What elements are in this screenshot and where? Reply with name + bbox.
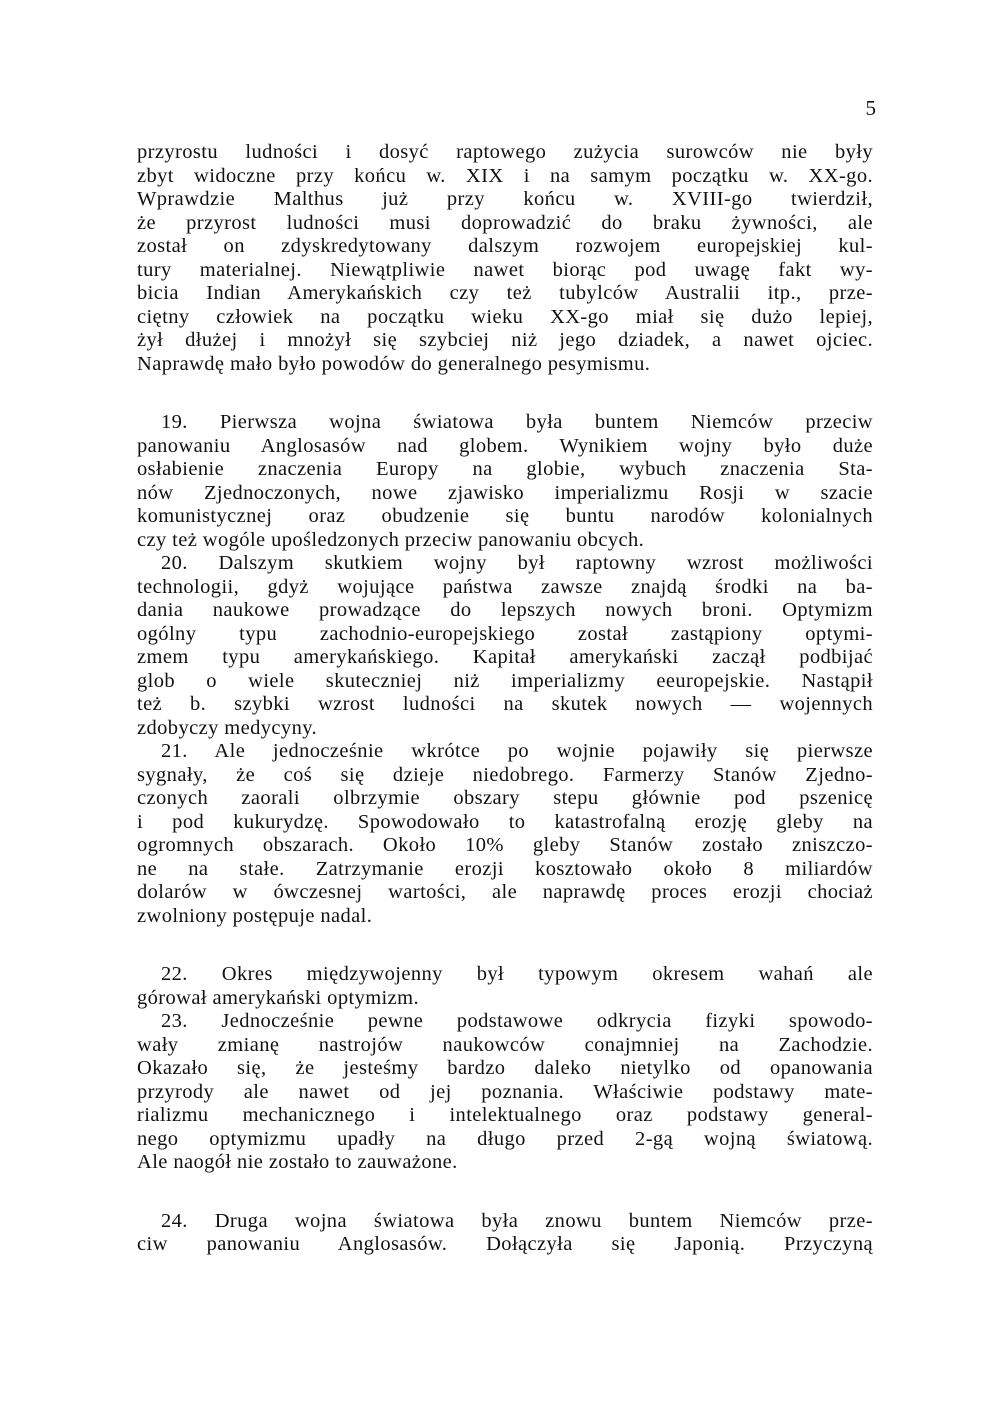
text-line: panowaniu Anglosasów nad globem. Wynikiem wojny było duże xyxy=(137,434,873,457)
paragraph-gap xyxy=(137,376,873,411)
text-line: komunistycznej oraz obudzenie się buntu narodów kolonialnych xyxy=(137,505,873,527)
text-line: też b. szybki wzrost ludności na skutek nowych — wojennych xyxy=(137,693,873,715)
paragraph-gap xyxy=(137,1175,873,1210)
text-line: ciw panowaniu Anglosasów. Dołączyła się Japonią. Przyczyną xyxy=(137,1233,873,1255)
text-line: 20. Dalszym skutkiem wojny był raptowny wzrost możliwości xyxy=(161,552,873,574)
text-line: ne na stałe. Zatrzymanie erozji kosztowało około 8 miliardów xyxy=(137,857,873,880)
paragraph-21 xyxy=(137,740,873,928)
text-line: zwolniony postępuje nadal. xyxy=(137,904,373,927)
text-line: sygnały, że coś się dzieje niedobrego. Farmerzy Stanów Zjedno- xyxy=(137,763,873,786)
text-line: 24. Druga wojna światowa była znowu buntem Niemców prze- xyxy=(161,1209,873,1232)
text-line: dolarów w ówczesnej wartości, ale naprawdę proces erozji chociaż xyxy=(137,881,873,903)
text-line: tury materialnej. Niewątpliwie nawet biorąc pod uwagę fakt wy- xyxy=(137,258,873,281)
text-line: ogólny typu zachodnio-europejskiego został zastąpiony optymi- xyxy=(137,622,873,645)
text-line: przyrostu ludności i dosyć raptowego zużycia surowców nie były xyxy=(137,141,873,163)
text-line: zmem typu amerykańskiego. Kapitał amerykański zaczął podbijać xyxy=(137,646,873,668)
paragraph-24 xyxy=(137,1210,873,1257)
text-line: osłabienie znaczenia Europy na globie, wybuch znaczenia Sta- xyxy=(137,458,873,480)
text-line: czy też wogóle upośledzonych przeciw panowaniu obcych. xyxy=(137,528,645,551)
text-line: bicia Indian Amerykańskich czy też tubylców Australii itp., prze- xyxy=(137,282,873,304)
paragraph-gap xyxy=(137,928,873,963)
paragraph-19 xyxy=(137,411,873,552)
text-line: ogromnych obszarach. Około 10% gleby Stanów zostało zniszczo- xyxy=(137,834,873,856)
text-line: Wprawdzie Malthus już przy końcu w. XVIII-go twierdził, xyxy=(137,188,873,210)
text-line: 21. Ale jednocześnie wkrótce po wojnie pojawiły się pierwsze xyxy=(161,740,873,762)
text-line: rializmu mechanicznego i intelektualnego oraz podstawy general- xyxy=(137,1104,873,1126)
text-line: i pod kukurydzę. Spowodowało to katastrofalną erozję gleby na xyxy=(137,810,873,833)
text-line: czonych zaorali olbrzymie obszary stepu głównie pod pszenicę xyxy=(137,787,873,809)
text-line: Okazało się, że jesteśmy bardzo daleko nietylko od opanowania xyxy=(137,1057,873,1079)
paragraph-22 xyxy=(137,963,873,1010)
text-line: nego optymizmu upadły na długo przed 2-gą wojną światową. xyxy=(137,1127,873,1150)
text-line: ciętny człowiek na początku wieku XX-go miał się dużo lepiej, xyxy=(137,305,873,328)
text-line: został on zdyskredytowany dalszym rozwojem europejskiej kul- xyxy=(137,235,873,257)
text-line: 22. Okres międzywojenny był typowym okresem wahań ale xyxy=(161,963,873,985)
text-line: zdobyczy medycyny. xyxy=(137,716,318,739)
text-line: glob o wiele skuteczniej niż imperializmy eeuropejskie. Nastąpił xyxy=(137,669,873,692)
text-line: Ale naogół nie zostało to zauważone. xyxy=(137,1151,458,1173)
text-line: technologii, gdyż wojujące państwa zawsze znajdą środki na ba- xyxy=(137,575,873,598)
text-line: wały zmianę nastrojów naukowców conajmniej na Zachodzie. xyxy=(137,1033,873,1056)
paragraph-continuation xyxy=(137,141,873,376)
text-line: żył dłużej i mnożył się szybciej niż jego dziadek, a nawet ojciec. xyxy=(137,329,873,351)
body-text xyxy=(137,141,873,1257)
paragraph-23 xyxy=(137,1010,873,1175)
text-line: zbyt widoczne przy końcu w. XIX i na samym początku w. XX-go. xyxy=(137,164,873,187)
text-line: nów Zjednoczonych, nowe zjawisko imperializmu Rosji w szacie xyxy=(137,481,873,504)
paragraph-20 xyxy=(137,552,873,740)
text-line: Naprawdę mało było powodów do generalnego pesymismu. xyxy=(137,352,651,375)
text-line: że przyrost ludności musi doprowadzić do braku żywności, ale xyxy=(137,211,873,234)
text-line: dania naukowe prowadzące do lepszych nowych broni. Optymizm xyxy=(137,599,873,621)
text-line: górował amerykański optymizm. xyxy=(137,986,420,1009)
text-line: przyrody ale nawet od jej poznania. Właściwie podstawy mate- xyxy=(137,1080,873,1103)
page-number: 5 xyxy=(865,96,876,120)
text-line: 19. Pierwsza wojna światowa była buntem Niemców przeciw xyxy=(161,411,873,433)
text-line: 23. Jednocześnie pewne podstawowe odkrycia fizyki spowodo- xyxy=(161,1010,873,1032)
